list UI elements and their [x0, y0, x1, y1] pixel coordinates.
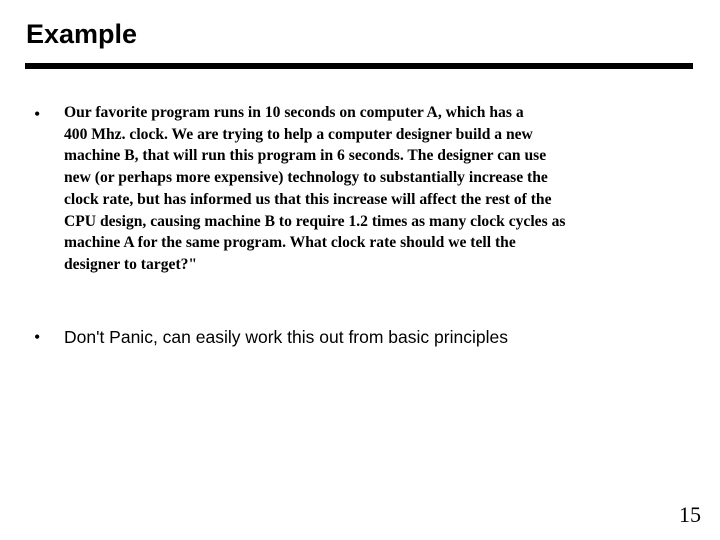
title-divider: [25, 63, 693, 69]
problem-line: Our favorite program runs in 10 seconds on computer A, which has a: [64, 104, 524, 121]
bullet-marker: •: [34, 104, 41, 124]
problem-line: new (or perhaps more expensive) technology to substantially increase the: [64, 169, 548, 187]
problem-statement: [64, 102, 664, 276]
problem-line: 400 Mhz. clock. We are trying to help a computer designer build a new: [64, 125, 533, 143]
problem-line: clock rate, but has informed us that this increase will affect the rest of the: [64, 190, 552, 208]
problem-line: CPU design, causing machine B to require 1.2 times as many clock cycles as: [64, 212, 566, 230]
problem-line: machine B, that will run this program in 6 seconds. The designer can use: [64, 147, 547, 165]
page-number: 15: [679, 502, 701, 527]
problem-line: designer to target?": [64, 255, 198, 273]
bullet-marker: •: [34, 327, 41, 347]
slide-title: Example: [26, 19, 138, 49]
problem-line: machine A for the same program. What clock rate should we tell the: [64, 234, 516, 252]
dont-panic-note: Don't Panic, can easily work this out from basic principles: [64, 327, 508, 347]
